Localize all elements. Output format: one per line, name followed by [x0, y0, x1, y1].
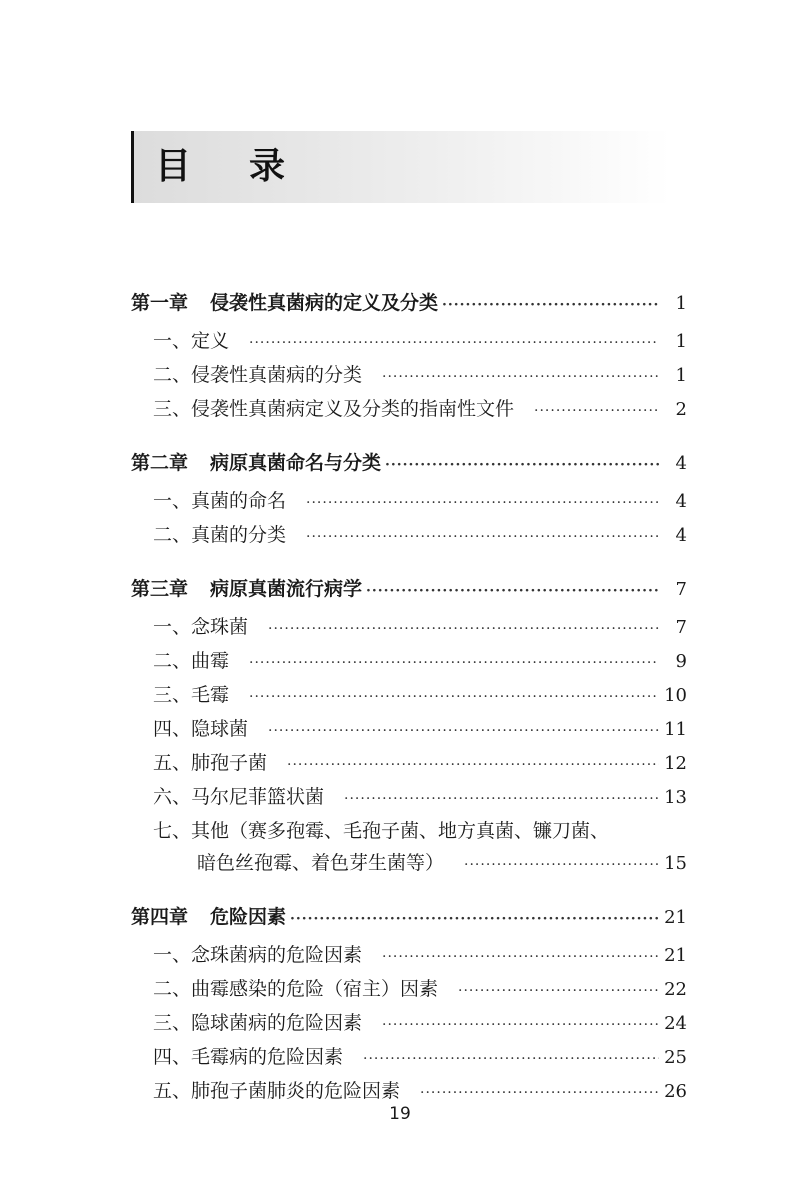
- page-ref: 22: [664, 979, 687, 1000]
- page-number: 19: [389, 1104, 411, 1124]
- toc-entry[interactable]: [131, 1041, 687, 1075]
- chapter-label: 第一章: [131, 292, 189, 314]
- page-ref: 4: [675, 525, 687, 546]
- entry-title: 三、毛霉: [153, 684, 230, 706]
- leader-dots: [290, 903, 659, 935]
- page-ref: 12: [664, 753, 687, 774]
- leader-dots: [382, 361, 659, 393]
- chapter-title: 病原真菌流行病学: [210, 578, 363, 600]
- entry-title: 五、肺孢子菌: [153, 752, 268, 774]
- toc-entry-continuation[interactable]: [131, 847, 687, 881]
- chapter-heading[interactable]: [131, 447, 687, 481]
- chapter-label: 第四章: [131, 906, 189, 928]
- chapter-title: 病原真菌命名与分类: [210, 452, 382, 474]
- chapter-label: 第三章: [131, 578, 189, 600]
- leader-dots: [249, 327, 659, 359]
- entry-title: 二、曲霉感染的危险（宿主）因素: [153, 978, 439, 1000]
- toc-entry[interactable]: [131, 939, 687, 973]
- toc-entry[interactable]: [131, 713, 687, 747]
- leader-dots: [366, 575, 659, 607]
- entry-title: 二、曲霉: [153, 650, 230, 672]
- chapter-heading[interactable]: [131, 573, 687, 607]
- chapter-label: 第二章: [131, 452, 189, 474]
- leader-dots: [464, 849, 659, 881]
- leader-dots: [249, 647, 659, 679]
- leader-dots: [344, 783, 659, 815]
- chapter-1: [131, 287, 687, 427]
- entry-title: 二、真菌的分类: [153, 524, 287, 546]
- page-ref: 1: [675, 293, 687, 314]
- entry-title: 四、毛霉病的危险因素: [153, 1046, 344, 1068]
- leader-dots: [385, 449, 659, 481]
- leader-dots: [458, 975, 659, 1007]
- toc-entry[interactable]: [131, 485, 687, 519]
- toc-entry[interactable]: [131, 611, 687, 645]
- page-ref: 26: [664, 1081, 687, 1102]
- page-ref: 10: [664, 685, 687, 706]
- page-ref: 15: [664, 853, 687, 874]
- page-ref: 7: [675, 579, 687, 600]
- entry-title: 三、侵袭性真菌病定义及分类的指南性文件: [153, 398, 515, 420]
- page-ref: 21: [664, 907, 687, 928]
- entry-title: 一、念珠菌: [153, 616, 249, 638]
- page-ref: 13: [664, 787, 687, 808]
- chapter-title: 危险因素: [210, 906, 287, 928]
- leader-dots: [287, 749, 659, 781]
- toc-entry[interactable]: [131, 393, 687, 427]
- page-ref: 1: [675, 365, 687, 386]
- entry-title-continuation: 暗色丝孢霉、着色芽生菌等）: [197, 852, 445, 874]
- toc-entry[interactable]: [131, 679, 687, 713]
- page-ref: 25: [664, 1047, 687, 1068]
- chapter-heading[interactable]: [131, 901, 687, 935]
- leader-dots: [306, 521, 659, 553]
- page-ref: 2: [675, 399, 687, 420]
- chapter-heading[interactable]: [131, 287, 687, 321]
- leader-dots: [268, 613, 659, 645]
- page-ref: 7: [675, 617, 687, 638]
- entry-title: 一、真菌的命名: [153, 490, 287, 512]
- page-ref: 4: [675, 491, 687, 512]
- toc-entry[interactable]: [131, 747, 687, 781]
- page-ref: 21: [664, 945, 687, 966]
- entry-title: 一、定义: [153, 330, 230, 352]
- leader-dots: [268, 715, 659, 747]
- entry-title: 一、念珠菌病的危险因素: [153, 944, 363, 966]
- entry-title: 六、马尔尼菲篮状菌: [153, 786, 325, 808]
- leader-dots: [382, 941, 659, 973]
- entry-title: 四、隐球菌: [153, 718, 249, 740]
- leader-dots: [249, 681, 659, 713]
- page-ref: 11: [664, 719, 687, 740]
- page-ref: 4: [675, 453, 687, 474]
- toc-entry[interactable]: [131, 815, 687, 847]
- page-ref: 24: [664, 1013, 687, 1034]
- entry-title: 二、侵袭性真菌病的分类: [153, 364, 363, 386]
- leader-dots: [442, 289, 659, 321]
- toc-entry[interactable]: [131, 519, 687, 553]
- toc-entry[interactable]: [131, 1007, 687, 1041]
- toc-entry[interactable]: [131, 359, 687, 393]
- page-ref: 1: [675, 331, 687, 352]
- entry-title: 七、其他（赛多孢霉、毛孢子菌、地方真菌、镰刀菌、: [153, 820, 610, 842]
- chapter-title: 侵袭性真菌病的定义及分类: [210, 292, 439, 314]
- chapter-2: [131, 447, 687, 553]
- toc-entry[interactable]: [131, 645, 687, 679]
- chapter-3: [131, 573, 687, 881]
- toc-entry[interactable]: [131, 781, 687, 815]
- page-ref: 9: [675, 651, 687, 672]
- table-of-contents: [131, 287, 687, 1129]
- title-rule: [131, 131, 134, 203]
- leader-dots: [534, 395, 659, 427]
- chapter-4: [131, 901, 687, 1109]
- entry-title: 五、肺孢子菌肺炎的危险因素: [153, 1080, 401, 1102]
- leader-dots: [363, 1043, 659, 1075]
- toc-entry[interactable]: [131, 973, 687, 1007]
- leader-dots: [382, 1009, 659, 1041]
- entry-title: 三、隐球菌病的危险因素: [153, 1012, 363, 1034]
- toc-entry[interactable]: [131, 325, 687, 359]
- page-title: 目录: [155, 146, 344, 187]
- leader-dots: [306, 487, 659, 519]
